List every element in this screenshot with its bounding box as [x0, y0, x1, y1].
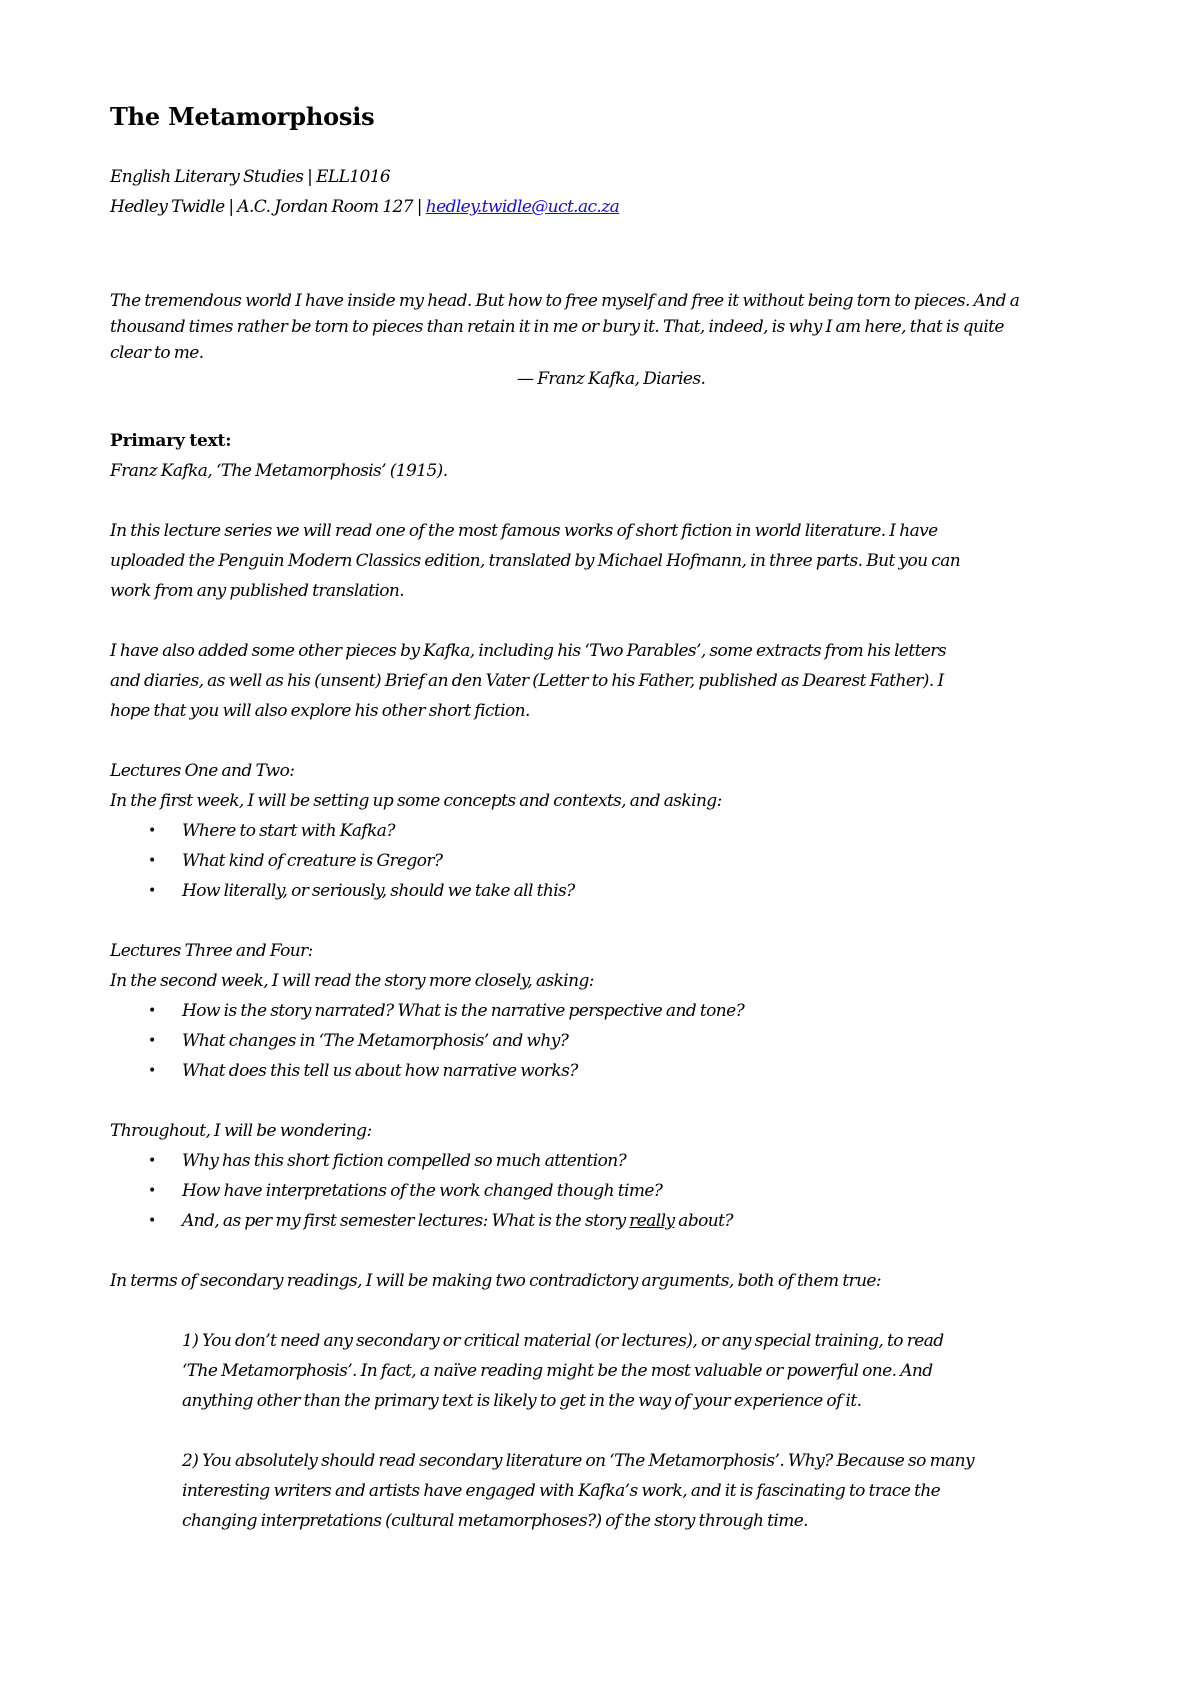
week-two-intro: In the second week, I will read the story more closely, asking: — [110, 971, 594, 991]
intro-paragraph: In this lecture series we will read one of the most famous works of short fiction in world literature. I have uploaded the Penguin Modern Classics edition, translated by Michael Hofmann, in three parts. But you can work from any published translation. — [110, 521, 961, 601]
list-item: • How have interpretations of the work changed though time? — [110, 1176, 1110, 1206]
course-header — [110, 162, 1110, 222]
list-item: • And, as per my first semester lectures: What is the story really about? — [110, 1206, 1110, 1236]
throughout-list — [110, 1146, 1110, 1236]
bullet-icon: • — [148, 1003, 156, 1019]
secondary-readings-intro: In terms of secondary readings, I will be making two contradictory arguments, both of them true: — [110, 1271, 882, 1291]
throughout-heading: Throughout, I will be wondering: — [110, 1121, 372, 1141]
bullet-icon: • — [148, 1063, 156, 1079]
epigraph-line: thousand times rather be torn to pieces than retain it in me or bury it. That, indeed, is why I am here, that is quite — [110, 317, 1004, 337]
epigraph-attribution: — Franz Kafka, Diaries. — [517, 369, 706, 389]
week-two-list — [110, 996, 1110, 1086]
list-item: • Why has this short fiction compelled so much attention? — [110, 1146, 1110, 1176]
argument-one: 1) You don’t need any secondary or critical material (or lectures), or any special training, to read ‘The Metamorphosis’. In fact, a naïve reading might be the most valuable or powerful one. And anything other than the primary text is likely to get in the way of your experience of it. — [182, 1331, 944, 1411]
week-two-section — [110, 936, 1110, 1086]
document-title: The Metamorphosis — [110, 102, 375, 131]
bullet-icon: • — [148, 883, 156, 899]
week-one-heading: Lectures One and Two: — [110, 761, 295, 781]
list-item: • How is the story narrated? What is the narrative perspective and tone? — [110, 996, 1110, 1026]
throughout-section — [110, 1116, 1110, 1236]
list-item: • Where to start with Kafka? — [110, 816, 1110, 846]
primary-text-citation: Franz Kafka, ‘The Metamorphosis’ (1915). — [110, 461, 448, 481]
underlined-emphasis: really — [629, 1211, 675, 1231]
argument-two: 2) You absolutely should read secondary literature on ‘The Metamorphosis’. Why? Because so many interesting writers and artists have engaged with Kafka’s work, and it is fascinating to trace the changing interpretations (cultural metamorphoses?) of the story through time. — [182, 1451, 974, 1531]
list-item: • How literally, or seriously, should we take all this? — [110, 876, 1110, 906]
primary-text-label: Primary text: — [110, 431, 232, 451]
list-item: • What does this tell us about how narrative works? — [110, 1056, 1110, 1086]
bullet-icon: • — [148, 1153, 156, 1169]
document-page — [110, 100, 1110, 1536]
bullet-icon: • — [148, 823, 156, 839]
week-one-list — [110, 816, 1110, 906]
bullet-icon: • — [148, 853, 156, 869]
additional-readings-paragraph: I have also added some other pieces by Kafka, including his ‘Two Parables’, some extracts from his letters and diaries, as well as his (unsent) Brief an den Vater (Letter to his Father, published as Dearest Father). I hope that you will also explore his other short fiction. — [110, 641, 946, 721]
list-item: • What changes in ‘The Metamorphosis’ and why? — [110, 1026, 1110, 1056]
bullet-icon: • — [148, 1033, 156, 1049]
lecturer-email-link[interactable]: hedley.twidle@uct.ac.za — [425, 197, 620, 217]
epigraph — [110, 288, 1110, 392]
epigraph-line: The tremendous world I have inside my head. But how to free myself and free it without being torn to pieces. And a — [110, 291, 1020, 311]
lecturer-line — [110, 192, 1110, 222]
week-two-heading: Lectures Three and Four: — [110, 941, 313, 961]
course-line: English Literary Studies | ELL1016 — [110, 167, 391, 187]
epigraph-line: clear to me. — [110, 343, 204, 363]
week-one-intro: In the first week, I will be setting up some concepts and contexts, and asking: — [110, 791, 722, 811]
week-one-section — [110, 756, 1110, 906]
lecturer-details: Hedley Twidle | A.C. Jordan Room 127 | — [110, 197, 426, 217]
bullet-icon: • — [148, 1213, 156, 1229]
list-item: • What kind of creature is Gregor? — [110, 846, 1110, 876]
bullet-icon: • — [148, 1183, 156, 1199]
